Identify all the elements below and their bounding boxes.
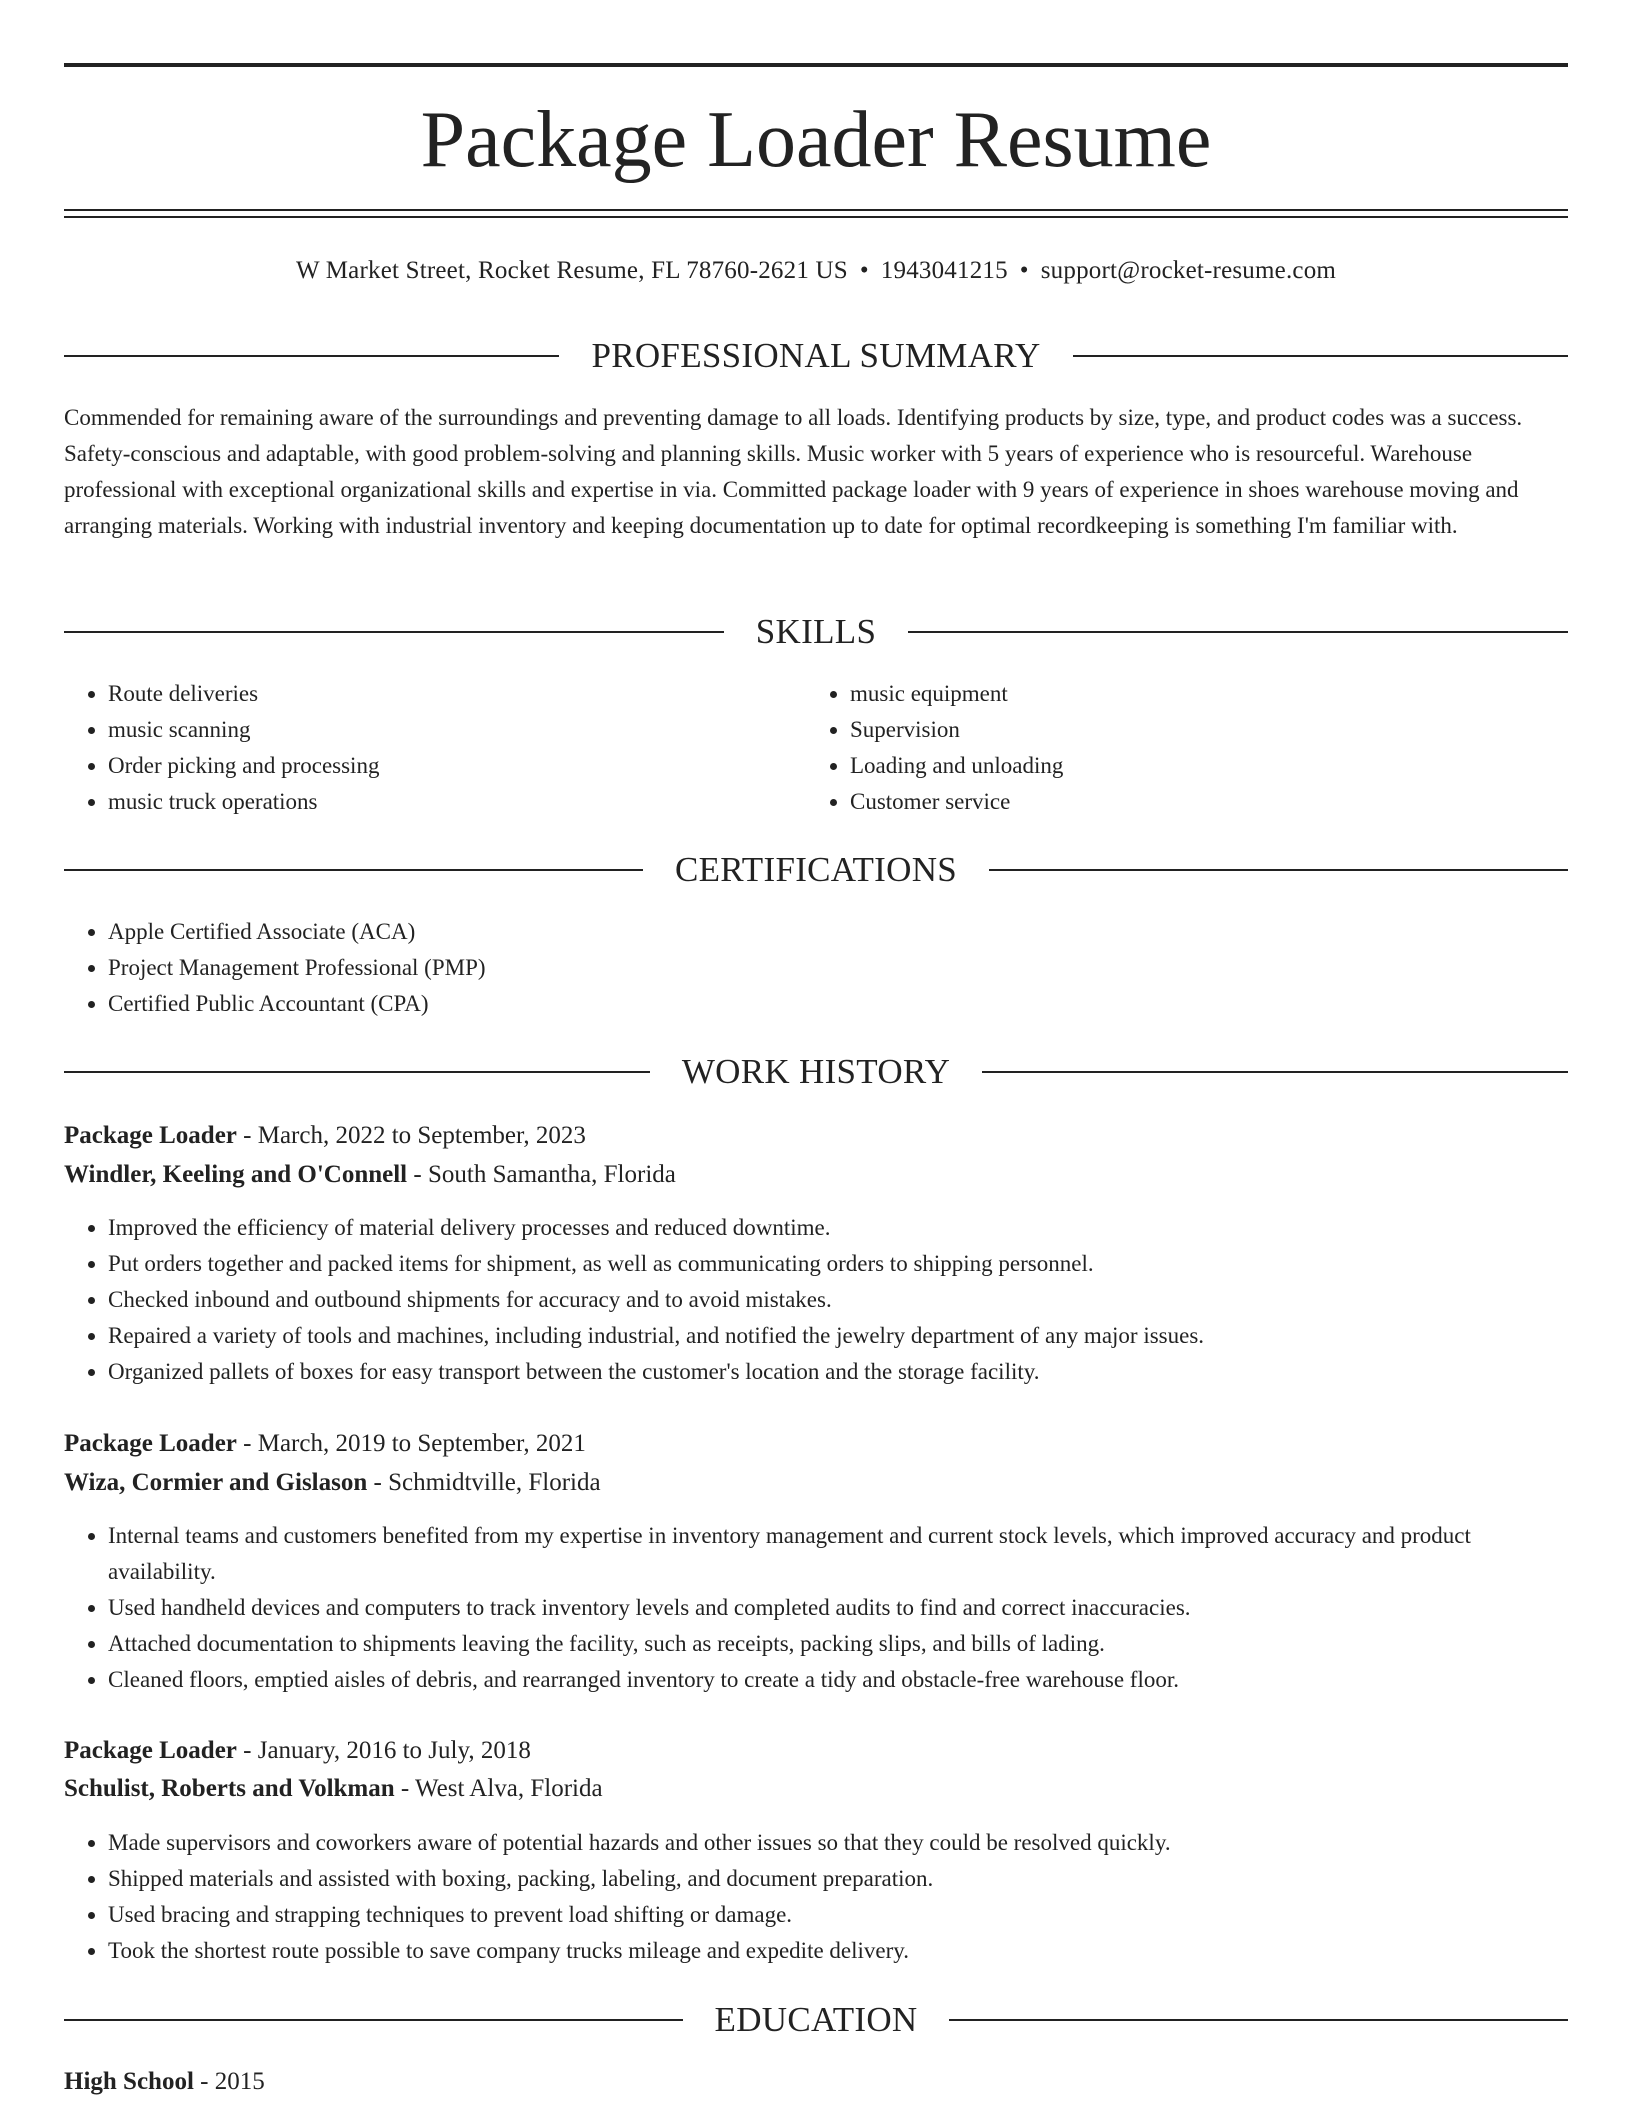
- job-bullet: • Organized pallets of boxes for easy transport between the customer's location and the storage facility.: [108, 1354, 1568, 1390]
- section-header-summary: [64, 334, 1568, 378]
- section-title: CERTIFICATIONS: [674, 850, 958, 889]
- title-rule-upper: [64, 209, 1568, 211]
- job-bullet: • Put orders together and packed items for shipment, as well as communicating orders to shipping personnel.: [108, 1246, 1568, 1282]
- section-title: WORK HISTORY: [681, 1052, 951, 1091]
- contact-separator: •: [859, 257, 869, 284]
- job-company-line: [64, 1157, 1568, 1193]
- section-rule: [64, 355, 559, 357]
- section-rule: [64, 2019, 683, 2021]
- job-role: Package Loader: [64, 1737, 237, 1764]
- job-bullet: • Shipped materials and assisted with boxing, packing, labeling, and document preparation.: [108, 1861, 1568, 1897]
- top-rule: [64, 63, 1568, 67]
- job-company: Wiza, Cormier and Gislason: [64, 1469, 368, 1496]
- summary-text: Commended for remaining aware of the surroundings and preventing damage to all loads. Identifying products by size, type, and product codes was a success. Safety-conscious and adaptable, with good problem-solving and planning skills. Music worker with 5 years of experience who is resourceful. Warehouse professional with exceptional organizational skills and expertise in via. Committed package loader with 9 years of experience in shoes warehouse moving and arranging materials. Working with industrial inventory and keeping documentation up to date for optimal recordkeeping is something I'm familiar with.: [64, 405, 1523, 538]
- job-dates: - January, 2016 to July, 2018: [236, 1737, 531, 1764]
- section-title: PROFESSIONAL SUMMARY: [591, 336, 1041, 375]
- skills-list-right: [806, 676, 1590, 820]
- job-title-line: [64, 1426, 1568, 1462]
- section-rule: [908, 631, 1568, 633]
- certification-item: • Project Management Professional (PMP): [108, 950, 1568, 986]
- section-header-certifications: [64, 848, 1568, 892]
- job-dates: - March, 2022 to September, 2023: [236, 1122, 586, 1149]
- job-bullet: • Took the shortest route possible to save company trucks mileage and expedite delivery.: [108, 1933, 1568, 1969]
- job-bullet: • Used handheld devices and computers to track inventory levels and completed audits to find and correct inaccuracies.: [108, 1590, 1568, 1626]
- skill-item: • Supervision: [850, 712, 1590, 748]
- job-bullets: [64, 1518, 1568, 1698]
- job-bullet: • Internal teams and customers benefited from my expertise in inventory management and current stock levels, which improved accuracy and product availability.: [108, 1518, 1568, 1590]
- section-title: EDUCATION: [714, 2000, 918, 2039]
- education-line: [64, 2064, 1568, 2100]
- education-year: - 2015: [193, 2068, 265, 2095]
- certifications-list: [64, 914, 1568, 1022]
- job-location: - South Samantha, Florida: [407, 1161, 676, 1188]
- job-role: Package Loader: [64, 1122, 237, 1149]
- job-title-line: [64, 1733, 1568, 1769]
- job-company-line: [64, 1465, 1568, 1501]
- section-rule: [64, 631, 724, 633]
- section-header-work-history: [64, 1050, 1568, 1094]
- job-role: Package Loader: [64, 1430, 237, 1457]
- skill-item: • music equipment: [850, 676, 1590, 712]
- section-header-skills: [64, 610, 1568, 654]
- certification-item: • Certified Public Accountant (CPA): [108, 986, 1568, 1022]
- job-company: Windler, Keeling and O'Connell: [64, 1161, 408, 1188]
- job-bullet: • Cleaned floors, emptied aisles of debris, and rearranged inventory to create a tidy and obstacle-free warehouse floor.: [108, 1662, 1568, 1698]
- skill-item: • Loading and unloading: [850, 748, 1590, 784]
- job-bullet: • Repaired a variety of tools and machines, including industrial, and notified the jewelry department of any major issues.: [108, 1318, 1568, 1354]
- job-location: - West Alva, Florida: [394, 1775, 603, 1802]
- section-rule: [949, 2019, 1568, 2021]
- section-title: SKILLS: [755, 612, 877, 651]
- job-bullet: • Used bracing and strapping techniques to prevent load shifting or damage.: [108, 1897, 1568, 1933]
- job-dates: - March, 2019 to September, 2021: [236, 1430, 586, 1457]
- skill-item: • Order picking and processing: [108, 748, 808, 784]
- certification-item: • Apple Certified Associate (ACA): [108, 914, 1568, 950]
- job-location: - Schmidtville, Florida: [367, 1469, 601, 1496]
- skills-list-left: [64, 676, 808, 820]
- skill-item: • Customer service: [850, 784, 1590, 820]
- skill-item: • Route deliveries: [108, 676, 808, 712]
- job-bullet: • Improved the efficiency of material delivery processes and reduced downtime.: [108, 1210, 1568, 1246]
- skill-item: • music scanning: [108, 712, 808, 748]
- skill-item: • music truck operations: [108, 784, 808, 820]
- job-company: Schulist, Roberts and Volkman: [64, 1775, 395, 1802]
- job-title-line: [64, 1118, 1568, 1154]
- section-rule: [982, 1071, 1568, 1073]
- section-rule: [1073, 355, 1568, 357]
- job-bullet: • Checked inbound and outbound shipments for accuracy and to avoid mistakes.: [108, 1282, 1568, 1318]
- contact-email[interactable]: support@rocket-resume.com: [1040, 257, 1337, 284]
- contact-separator: •: [1019, 257, 1029, 284]
- job-bullets: [64, 1210, 1568, 1390]
- section-rule: [64, 869, 643, 871]
- title-rule-lower: [64, 216, 1568, 218]
- resume-title: Package Loader Resume: [420, 96, 1212, 184]
- job-bullet: • Made supervisors and coworkers aware of potential hazards and other issues so that they could be resolved quickly.: [108, 1825, 1568, 1861]
- contact-line: [64, 254, 1568, 288]
- section-header-education: [64, 1998, 1568, 2042]
- job-company-line: [64, 1771, 1568, 1807]
- job-bullet: • Attached documentation to shipments leaving the facility, such as receipts, packing slips, and bills of lading.: [108, 1626, 1568, 1662]
- contact-phone: 1943041215: [880, 257, 1008, 284]
- education-degree: High School: [64, 2068, 194, 2095]
- job-bullets: [64, 1825, 1568, 1969]
- section-rule: [989, 869, 1568, 871]
- contact-address: W Market Street, Rocket Resume, FL 78760-2621 US: [295, 257, 848, 284]
- section-rule: [64, 1071, 650, 1073]
